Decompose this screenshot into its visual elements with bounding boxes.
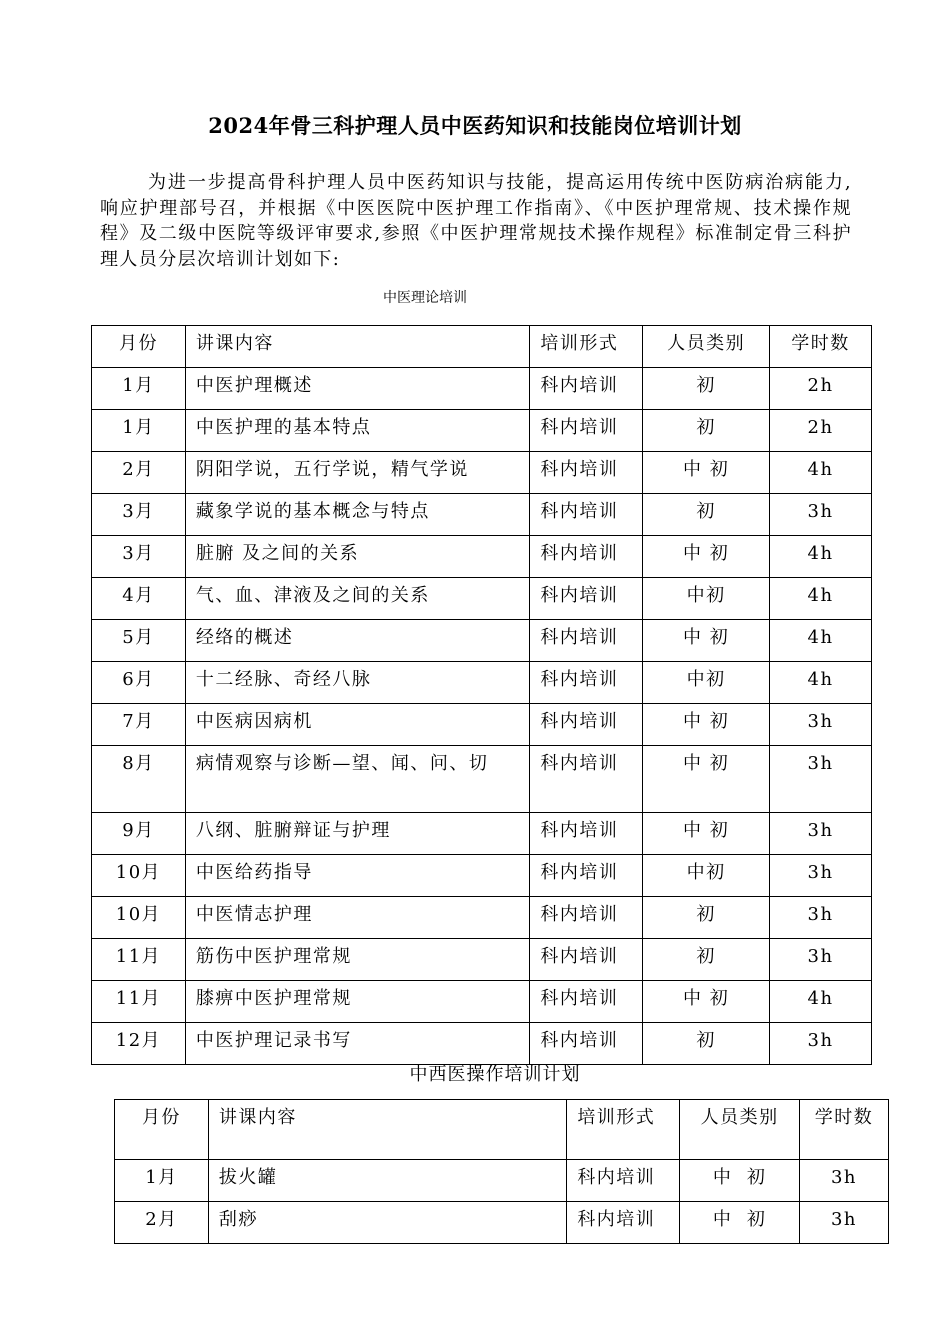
header-content: 讲课内容 xyxy=(185,326,529,368)
table-row xyxy=(92,855,872,897)
cell-month: 4月 xyxy=(92,578,186,620)
table-row xyxy=(92,494,872,536)
cell-hours: 4h xyxy=(770,536,872,578)
cell-staff-level: 中 初 xyxy=(643,704,770,746)
table-row xyxy=(92,1023,872,1065)
cell-content: 拔火罐 xyxy=(208,1160,566,1202)
cell-staff-level: 初 xyxy=(643,368,770,410)
cell-staff-level: 中初 xyxy=(643,662,770,704)
cell-format: 科内培训 xyxy=(530,704,643,746)
header-month: 月份 xyxy=(92,326,186,368)
intro-paragraph: 为进一步提高骨科护理人员中医药知识与技能，提高运用传统中医防病治病能力,响应护理部号召，并根据《中医医院中医护理工作指南》、《中医护理常规、技术操作规程》及二级中医院等级评审要求,参照《中医护理常规技术操作规程》标准制定骨三科护理人员分层次培训计划如下: xyxy=(100,172,852,270)
cell-format: 科内培训 xyxy=(530,1023,643,1065)
cell-month: 2月 xyxy=(92,452,186,494)
cell-content: 八纲、脏腑辩证与护理 xyxy=(185,813,529,855)
cell-content: 刮痧 xyxy=(208,1202,566,1244)
cell-content: 中医护理的基本特点 xyxy=(185,410,529,452)
cell-staff-level: 初 xyxy=(643,494,770,536)
table-row xyxy=(92,578,872,620)
cell-month: 10月 xyxy=(92,897,186,939)
header-content: 讲课内容 xyxy=(208,1100,566,1160)
cell-format: 科内培训 xyxy=(530,662,643,704)
cell-hours: 4h xyxy=(770,981,872,1023)
cell-content: 中医给药指导 xyxy=(185,855,529,897)
cell-hours: 3h xyxy=(770,746,872,813)
cell-hours: 3h xyxy=(800,1160,889,1202)
cell-format: 科内培训 xyxy=(567,1160,680,1202)
table-row xyxy=(92,897,872,939)
theory-training-table xyxy=(91,325,872,1065)
table-row xyxy=(92,813,872,855)
header-staff-level: 人员类别 xyxy=(643,326,770,368)
cell-staff-level: 中 初 xyxy=(680,1202,800,1244)
cell-month: 1月 xyxy=(92,410,186,452)
cell-hours: 3h xyxy=(800,1202,889,1244)
cell-hours: 2h xyxy=(770,410,872,452)
cell-hours: 3h xyxy=(770,939,872,981)
table-row xyxy=(92,662,872,704)
cell-content: 筋伤中医护理常规 xyxy=(185,939,529,981)
table-header-row xyxy=(115,1100,889,1160)
cell-format: 科内培训 xyxy=(530,494,643,536)
header-format: 培训形式 xyxy=(567,1100,680,1160)
cell-content: 藏象学说的基本概念与特点 xyxy=(185,494,529,536)
document-title: 2024年骨三科护理人员中医药知识和技能岗位培训计划 xyxy=(208,113,742,138)
table-row xyxy=(115,1160,889,1202)
table-row xyxy=(92,939,872,981)
cell-hours: 3h xyxy=(770,897,872,939)
cell-format: 科内培训 xyxy=(530,855,643,897)
table-row xyxy=(92,981,872,1023)
cell-format: 科内培训 xyxy=(530,578,643,620)
cell-content: 阴阳学说，五行学说，精气学说 xyxy=(185,452,529,494)
theory-table-caption: 中医理论培训 xyxy=(383,290,467,306)
cell-hours: 3h xyxy=(770,704,872,746)
header-month: 月份 xyxy=(115,1100,209,1160)
cell-month: 11月 xyxy=(92,981,186,1023)
cell-staff-level: 中 初 xyxy=(680,1160,800,1202)
table-row xyxy=(92,746,872,813)
cell-format: 科内培训 xyxy=(530,368,643,410)
cell-format: 科内培训 xyxy=(567,1202,680,1244)
cell-content: 十二经脉、奇经八脉 xyxy=(185,662,529,704)
table-row xyxy=(92,368,872,410)
cell-hours: 4h xyxy=(770,578,872,620)
cell-month: 6月 xyxy=(92,662,186,704)
cell-content: 中医护理概述 xyxy=(185,368,529,410)
cell-content: 经络的概述 xyxy=(185,620,529,662)
cell-month: 9月 xyxy=(92,813,186,855)
cell-staff-level: 初 xyxy=(643,897,770,939)
cell-format: 科内培训 xyxy=(530,410,643,452)
cell-month: 1月 xyxy=(92,368,186,410)
cell-staff-level: 中 初 xyxy=(643,536,770,578)
table-row xyxy=(92,452,872,494)
cell-staff-level: 中 初 xyxy=(643,981,770,1023)
table-row xyxy=(92,536,872,578)
cell-format: 科内培训 xyxy=(530,897,643,939)
header-staff-level: 人员类别 xyxy=(680,1100,800,1160)
cell-format: 科内培训 xyxy=(530,813,643,855)
cell-month: 12月 xyxy=(92,1023,186,1065)
cell-month: 5月 xyxy=(92,620,186,662)
cell-month: 1月 xyxy=(115,1160,209,1202)
cell-hours: 3h xyxy=(770,1023,872,1065)
cell-content: 病情观察与诊断—望、闻、问、切 xyxy=(185,746,529,813)
header-hours: 学时数 xyxy=(770,326,872,368)
cell-month: 3月 xyxy=(92,494,186,536)
practice-table-caption: 中西医操作培训计划 xyxy=(409,1064,581,1085)
cell-format: 科内培训 xyxy=(530,939,643,981)
header-format: 培训形式 xyxy=(530,326,643,368)
cell-month: 2月 xyxy=(115,1202,209,1244)
cell-format: 科内培训 xyxy=(530,452,643,494)
cell-staff-level: 初 xyxy=(643,1023,770,1065)
cell-hours: 3h xyxy=(770,855,872,897)
cell-content: 气、血、津液及之间的关系 xyxy=(185,578,529,620)
cell-staff-level: 中 初 xyxy=(643,620,770,662)
cell-month: 8月 xyxy=(92,746,186,813)
cell-staff-level: 中初 xyxy=(643,578,770,620)
cell-month: 7月 xyxy=(92,704,186,746)
cell-hours: 4h xyxy=(770,620,872,662)
table-row xyxy=(115,1202,889,1244)
table-row xyxy=(92,410,872,452)
cell-staff-level: 初 xyxy=(643,939,770,981)
table-header-row xyxy=(92,326,872,368)
cell-content: 中医情志护理 xyxy=(185,897,529,939)
cell-hours: 3h xyxy=(770,494,872,536)
cell-staff-level: 中 初 xyxy=(643,746,770,813)
cell-staff-level: 中 初 xyxy=(643,452,770,494)
cell-staff-level: 初 xyxy=(643,410,770,452)
header-hours: 学时数 xyxy=(800,1100,889,1160)
cell-content: 中医病因病机 xyxy=(185,704,529,746)
cell-staff-level: 中初 xyxy=(643,855,770,897)
cell-hours: 4h xyxy=(770,452,872,494)
cell-month: 11月 xyxy=(92,939,186,981)
cell-content: 膝痹中医护理常规 xyxy=(185,981,529,1023)
cell-hours: 4h xyxy=(770,662,872,704)
cell-content: 脏腑 及之间的关系 xyxy=(185,536,529,578)
cell-month: 10月 xyxy=(92,855,186,897)
table-row xyxy=(92,620,872,662)
cell-staff-level: 中 初 xyxy=(643,813,770,855)
cell-hours: 2h xyxy=(770,368,872,410)
cell-format: 科内培训 xyxy=(530,981,643,1023)
table-row xyxy=(92,704,872,746)
cell-format: 科内培训 xyxy=(530,620,643,662)
cell-content: 中医护理记录书写 xyxy=(185,1023,529,1065)
cell-format: 科内培训 xyxy=(530,746,643,813)
cell-format: 科内培训 xyxy=(530,536,643,578)
practice-training-table xyxy=(114,1099,889,1244)
cell-month: 3月 xyxy=(92,536,186,578)
cell-hours: 3h xyxy=(770,813,872,855)
